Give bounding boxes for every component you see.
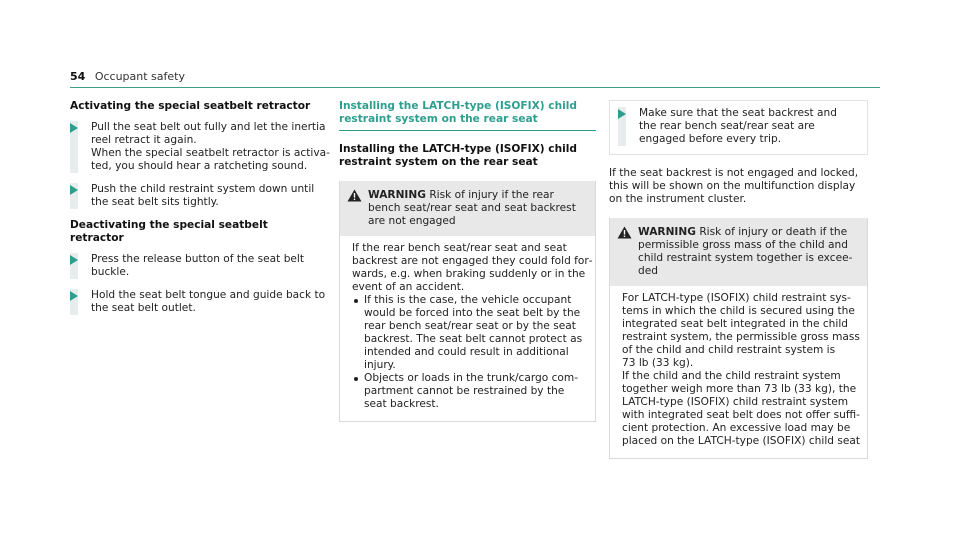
step-item xyxy=(70,289,326,315)
arrow-right-icon xyxy=(70,291,78,301)
warning-body xyxy=(610,286,867,458)
step-text: When the special seatbelt retractor is activa‐ xyxy=(91,147,330,159)
step-text: Push the child restraint system down until xyxy=(91,183,315,195)
section-heading xyxy=(339,100,596,126)
warning-text: of the child and child restraint system is xyxy=(622,344,836,356)
warning-title: child restraint system together is excee‐ xyxy=(638,252,853,264)
bullet-item xyxy=(352,294,585,372)
step-item xyxy=(70,121,330,173)
column-right xyxy=(609,100,868,459)
bullet-text: If this is the case, the vehicle occupant xyxy=(364,294,572,306)
warning-text: restraint system, the permissible gross mass xyxy=(622,331,860,343)
subheading-line: restraint system on the rear seat xyxy=(339,156,538,168)
heading-activate: Activating the special seatbelt retractor xyxy=(70,100,311,112)
step-text: buckle. xyxy=(91,266,130,278)
warning-text: If the rear bench seat/rear seat and seat xyxy=(352,242,567,254)
arrow-right-icon xyxy=(70,185,78,195)
step-text: Pull the seat belt out fully and let the inertia xyxy=(91,121,326,133)
header-divider xyxy=(70,87,880,88)
warning-header xyxy=(610,218,867,286)
step-text: the seat belt outlet. xyxy=(91,302,196,314)
warning-text: 73 lb (33 kg). xyxy=(622,357,694,369)
section-title: Occupant safety xyxy=(94,70,185,83)
step-item xyxy=(70,183,315,209)
step-text: Press the release button of the seat belt xyxy=(91,253,305,265)
bullet-text: intended and could result in additional xyxy=(364,346,569,358)
bullet-text: seat backrest. xyxy=(364,398,439,410)
step-text: the rear bench seat/rear seat are xyxy=(639,120,815,132)
step-item xyxy=(618,107,857,146)
warning-title: bench seat/rear seat and seat backrest xyxy=(368,202,576,214)
step-text: the seat belt sits tightly. xyxy=(91,196,219,208)
paragraph-text: this will be shown on the multifunction display xyxy=(609,180,856,192)
step-text: engaged before every trip. xyxy=(639,133,782,145)
info-box xyxy=(609,100,868,155)
arrow-right-icon xyxy=(70,123,78,133)
step-text: Make sure that the seat backrest and xyxy=(639,107,837,119)
warning-title: permissible gross mass of the child and xyxy=(638,239,848,251)
warning-title: Risk of injury or death if the xyxy=(699,226,848,238)
paragraph-text: on the instrument cluster. xyxy=(609,193,747,205)
step-item xyxy=(70,253,315,279)
subheading xyxy=(339,143,596,169)
section-heading-line: Installing the LATCH-type (ISOFIX) child xyxy=(339,100,577,112)
warning-title: ded xyxy=(638,265,658,277)
warning-text: event of an accident. xyxy=(352,281,465,293)
step-text: ted, you should hear a ratcheting sound. xyxy=(91,160,308,172)
warning-header xyxy=(340,181,595,236)
warning-text: integrated seat belt integrated in the child xyxy=(622,318,849,330)
step-text: Hold the seat belt tongue and guide back to xyxy=(91,289,326,301)
warning-text: backrest are not engaged they could fold for‐ xyxy=(352,255,593,267)
section-heading-line: restraint system on the rear seat xyxy=(339,113,538,125)
page-header xyxy=(70,70,185,83)
bullet-item xyxy=(352,372,585,411)
heading-deactivate: Deactivating the special seatbelt retractor xyxy=(70,219,268,244)
column-middle xyxy=(339,100,596,422)
section-divider xyxy=(339,130,596,131)
paragraph xyxy=(609,167,868,206)
bullet-text: Objects or loads in the trunk/cargo com‐ xyxy=(364,372,579,384)
bullet-text: injury. xyxy=(364,359,396,371)
arrow-right-icon xyxy=(618,109,626,119)
warning-label: WARNING xyxy=(368,189,426,201)
warning-text: cient protection. An excessive load may be xyxy=(622,422,851,434)
warning-box xyxy=(339,181,596,422)
bullet-text: backrest. The seat belt cannot protect as xyxy=(364,333,583,345)
warning-triangle-icon xyxy=(617,226,632,239)
bullet-dot-icon xyxy=(354,299,358,303)
page-number: 54 xyxy=(70,70,86,83)
arrow-right-icon xyxy=(70,255,78,265)
warning-text: For LATCH-type (ISOFIX) child restraint sys‐ xyxy=(622,292,851,304)
paragraph-text: If the seat backrest is not engaged and locked, xyxy=(609,167,859,179)
warning-text: placed on the LATCH-type (ISOFIX) child seat xyxy=(622,435,861,447)
bullet-text: partment cannot be restrained by the xyxy=(364,385,565,397)
warning-body xyxy=(340,236,595,421)
warning-label: WARNING xyxy=(638,226,696,238)
warning-title: Risk of injury if the rear xyxy=(429,189,554,201)
warning-text: wards, e.g. when braking suddenly or in the xyxy=(352,268,586,280)
warning-text: together weigh more than 73 lb (33 kg), the xyxy=(622,383,857,395)
column-left xyxy=(70,100,330,325)
subheading-line: Installing the LATCH-type (ISOFIX) child xyxy=(339,143,577,155)
bullet-text: rear bench seat/rear seat or by the seat xyxy=(364,320,576,332)
warning-title: are not engaged xyxy=(368,215,456,227)
bullet-dot-icon xyxy=(354,377,358,381)
warning-box xyxy=(609,218,868,459)
warning-text: If the child and the child restraint system xyxy=(622,370,841,382)
bullet-text: would be forced into the seat belt by the xyxy=(364,307,581,319)
warning-text: LATCH-type (ISOFIX) child restraint system xyxy=(622,396,849,408)
step-text: reel retract it again. xyxy=(91,134,197,146)
warning-text: with integrated seat belt does not offer suffi‐ xyxy=(622,409,860,421)
warning-triangle-icon xyxy=(347,189,362,202)
warning-text: tems in which the child is secured using the xyxy=(622,305,855,317)
